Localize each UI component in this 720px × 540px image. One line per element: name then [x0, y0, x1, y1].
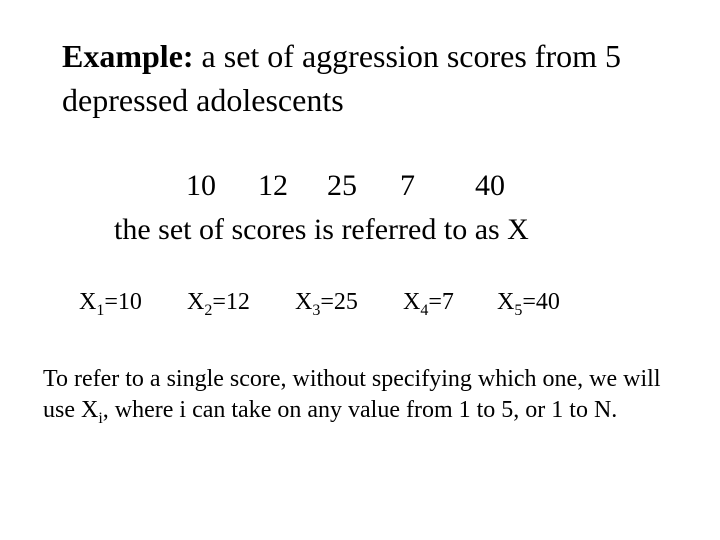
score-variable: X: [497, 289, 515, 315]
score-index: 2: [204, 302, 213, 319]
score-value: 10: [186, 169, 216, 202]
explanation-after: , where i can take on any value from 1 to 5, or 1 to N.: [102, 397, 618, 423]
score-index: 3: [312, 302, 321, 319]
score-assignment: =25: [320, 289, 358, 315]
indexed-score: [79, 282, 142, 322]
explanation-paragraph: [43, 364, 663, 426]
scores-row: [0, 166, 720, 206]
score-value: 7: [400, 169, 415, 202]
set-caption: the set of scores is referred to as X: [114, 213, 529, 246]
score-index: 4: [420, 302, 429, 319]
slide-title: [62, 34, 682, 122]
score-assignment: =10: [104, 289, 142, 315]
score-value: 40: [475, 169, 505, 202]
score-assignment: =12: [212, 289, 250, 315]
indexed-scores-row: [0, 282, 720, 322]
score-index: 1: [96, 302, 105, 319]
score-assignment: =40: [522, 289, 560, 315]
score-assignment: =7: [428, 289, 454, 315]
score-variable: X: [295, 289, 313, 315]
indexed-score: [497, 282, 560, 322]
score-value: 12: [258, 169, 288, 202]
score-variable: X: [403, 289, 421, 315]
indexed-score: [403, 282, 454, 322]
indexed-score: [187, 282, 250, 322]
score-variable: X: [79, 289, 97, 315]
title-rest: a set of aggression scores from 5 depressed adolescents: [62, 38, 621, 118]
indexed-score: [295, 282, 358, 322]
score-value: 25: [327, 169, 357, 202]
title-lead: Example:: [62, 38, 194, 74]
score-variable: X: [187, 289, 205, 315]
explanation-before: To refer to a single score, without specifying which one, we will use X: [43, 366, 661, 423]
score-index: 5: [514, 302, 523, 319]
explanation-subscript: i: [98, 410, 103, 427]
